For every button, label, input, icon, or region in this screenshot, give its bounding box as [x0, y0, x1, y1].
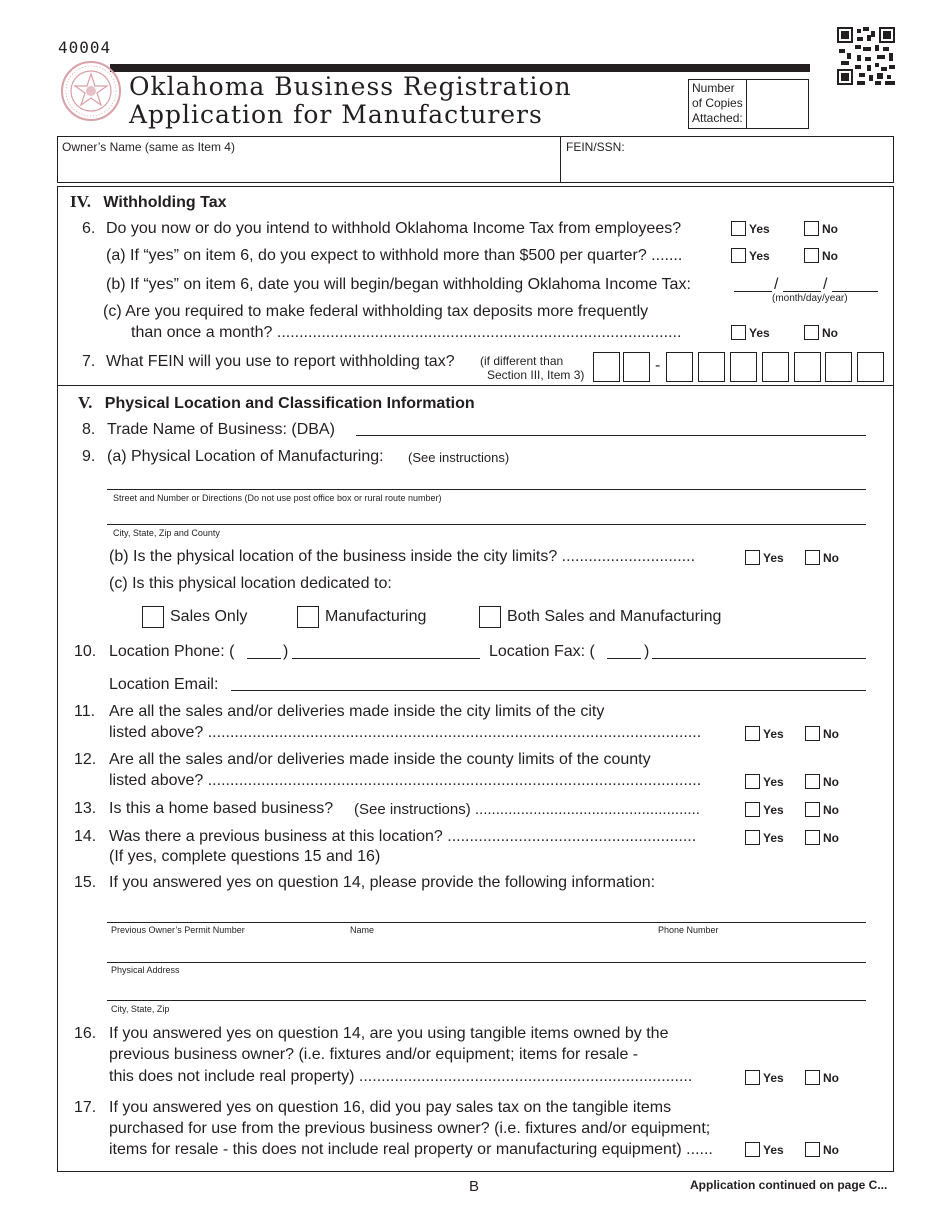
q8-number: 8.	[82, 421, 96, 438]
q17-no-checkbox[interactable]: No	[805, 1142, 839, 1157]
form-title-line1: Oklahoma Business Registration	[129, 72, 572, 101]
fein-ssn-label: FEIN/SSN:	[566, 140, 625, 154]
q14-number: 14.	[74, 828, 97, 845]
form-number: 40004	[58, 38, 112, 57]
fein-digit-box[interactable]	[794, 352, 821, 382]
fax-area-code-field[interactable]	[607, 658, 641, 659]
dba-field[interactable]	[356, 435, 866, 436]
q7-number: 7.	[82, 353, 96, 370]
city-caption: City, State, Zip and County	[113, 528, 220, 538]
q16-no-checkbox[interactable]: No	[805, 1070, 839, 1085]
q16-number: 16.	[74, 1025, 97, 1042]
phone-paren-close: )	[283, 643, 289, 660]
q6-yes-checkbox[interactable]: Yes	[731, 221, 770, 236]
q14-no-checkbox[interactable]: No	[805, 830, 839, 845]
q6-no-checkbox[interactable]: No	[804, 221, 838, 236]
section-iv-title: Withholding Tax	[103, 194, 227, 211]
phone-number-field[interactable]	[292, 658, 480, 659]
q13-text: Is this a home based business?	[109, 800, 334, 817]
location-fax-label: Location Fax: (	[489, 643, 595, 660]
q12-line1: Are all the sales and/or deliveries made inside the county limits of the county	[109, 751, 651, 768]
fein-digit-box[interactable]	[666, 352, 693, 382]
section-v-heading	[78, 393, 475, 413]
location-email-label: Location Email:	[109, 676, 219, 693]
fein-digit-box[interactable]	[698, 352, 725, 382]
location-phone-label: Location Phone: (	[109, 643, 235, 660]
q16-yes-checkbox[interactable]: Yes	[745, 1070, 784, 1085]
q9c-text: (c) Is this physical location dedicated to:	[109, 575, 392, 592]
q7-text: What FEIN will you use to report withholding tax?	[106, 353, 455, 370]
owner-name-field[interactable]	[60, 156, 555, 180]
q17-line2: purchased for use from the previous business owner? (i.e. fixtures and/or equipment;	[109, 1120, 711, 1137]
sales-only-option[interactable]: Sales Only	[142, 606, 247, 628]
q6a-yes-checkbox[interactable]: Yes	[731, 248, 770, 263]
q7-note-line1: (if different than	[480, 354, 564, 368]
section-divider	[57, 385, 894, 386]
previous-physical-address-field[interactable]	[107, 962, 866, 963]
q9-text: (a) Physical Location of Manufacturing:	[107, 448, 384, 465]
q6c-no-checkbox[interactable]: No	[804, 325, 838, 340]
street-address-field[interactable]	[107, 489, 866, 490]
q6a-text: (a) If “yes” on item 6, do you expect to withhold more than $500 per quarter? .......	[106, 247, 683, 264]
fein-digit-box[interactable]	[593, 352, 620, 382]
section-v-title: Physical Location and Classification Information	[104, 395, 475, 412]
location-email-field[interactable]	[231, 690, 866, 691]
section-iv-roman: IV.	[70, 192, 91, 211]
q12-no-checkbox[interactable]: No	[805, 774, 839, 789]
prev-permit-caption: Previous Owner’s Permit Number	[111, 925, 245, 935]
q16-line1: If you answered yes on question 14, are you using tangible items owned by the	[109, 1025, 669, 1042]
fein-digit-box[interactable]	[857, 352, 884, 382]
fein-dash: -	[655, 357, 661, 374]
q14-text: Was there a previous business at this location? ........................................................	[109, 828, 697, 845]
fein-digit-box[interactable]	[730, 352, 757, 382]
q14-yes-checkbox[interactable]: Yes	[745, 830, 784, 845]
q13-no-checkbox[interactable]: No	[805, 802, 839, 817]
q13-number: 13.	[74, 800, 97, 817]
q9-note: (See instructions)	[408, 450, 510, 465]
physical-address-caption: Physical Address	[111, 965, 180, 975]
q6b-text: (b) If “yes” on item 6, date you will begin/began withholding Oklahoma Income Tax:	[106, 276, 691, 293]
fax-number-field[interactable]	[652, 658, 866, 659]
state-seal-icon	[60, 60, 122, 122]
previous-city-state-zip-field[interactable]	[107, 1000, 866, 1001]
phone-area-code-field[interactable]	[247, 658, 281, 659]
q12-yes-checkbox[interactable]: Yes	[745, 774, 784, 789]
previous-owner-info-field[interactable]	[107, 922, 866, 923]
section-iv-heading	[70, 192, 227, 212]
q11-line1: Are all the sales and/or deliveries made inside the city limits of the city	[109, 703, 605, 720]
q11-yes-checkbox[interactable]: Yes	[745, 726, 784, 741]
fein-digit-box[interactable]	[762, 352, 789, 382]
q17-line3: items for resale - this does not include real property or manufacturing equipment) ......	[109, 1141, 713, 1158]
q8-text: Trade Name of Business: (DBA)	[107, 421, 335, 438]
q12-number: 12.	[74, 751, 97, 768]
q16-line3: this does not include real property) ...........................................................................	[109, 1068, 693, 1085]
q14-note: (If yes, complete questions 15 and 16)	[109, 848, 381, 865]
continued-note: Application continued on page C...	[690, 1178, 888, 1192]
name-caption: Name	[350, 925, 375, 935]
date-format-hint: (month/day/year)	[772, 293, 848, 304]
q6c-line2: than once a month? ...........................................................................................	[131, 324, 682, 341]
manufacturing-option[interactable]: Manufacturing	[297, 606, 426, 628]
fein-digit-box[interactable]	[825, 352, 852, 382]
qr-code-icon	[837, 27, 895, 85]
q11-no-checkbox[interactable]: No	[805, 726, 839, 741]
q9b-text: (b) Is the physical location of the business inside the city limits? ..............................	[109, 548, 696, 565]
q13-note: (See instructions) ......................................................	[354, 801, 700, 818]
q16-line2: previous business owner? (i.e. fixtures and/or equipment; items for resale -	[109, 1046, 639, 1063]
q6a-no-checkbox[interactable]: No	[804, 248, 838, 263]
phone-caption: Phone Number	[658, 925, 719, 935]
q17-number: 17.	[74, 1099, 97, 1116]
q11-number: 11.	[74, 703, 96, 720]
form-title-line2: Application for Manufacturers	[129, 100, 543, 129]
q13-yes-checkbox[interactable]: Yes	[745, 802, 784, 817]
fax-paren-close: )	[644, 643, 650, 660]
q15-text: If you answered yes on question 14, please provide the following information:	[109, 874, 656, 891]
q17-yes-checkbox[interactable]: Yes	[745, 1142, 784, 1157]
owner-name-label: Owner’s Name (same as Item 4)	[62, 140, 235, 154]
q10-number: 10.	[74, 643, 97, 660]
q6c-yes-checkbox[interactable]: Yes	[731, 325, 770, 340]
q6c-line1: (c) Are you required to make federal withholding tax deposits more frequently	[103, 303, 649, 320]
copies-input[interactable]	[748, 80, 808, 128]
q11-line2: listed above? ...............................................................................................................	[109, 724, 702, 741]
fein-digit-box[interactable]	[623, 352, 650, 382]
q17-line1: If you answered yes on question 16, did you pay sales tax on the tangible items	[109, 1099, 672, 1116]
q7-note-line2: Section III, Item 3)	[487, 368, 585, 382]
city-state-zip-caption: City, State, Zip	[111, 1004, 170, 1014]
q9b-no-checkbox[interactable]: No	[805, 550, 839, 565]
page-letter: B	[469, 1178, 480, 1195]
header-bar	[110, 64, 810, 72]
q9b-yes-checkbox[interactable]: Yes	[745, 550, 784, 565]
q15-number: 15.	[74, 874, 97, 891]
section-v-roman: V.	[78, 393, 93, 412]
copies-label: Number of Copies Attached:	[692, 81, 743, 125]
owner-row-divider	[560, 136, 561, 183]
q9-number: 9.	[82, 448, 96, 465]
both-sales-manufacturing-option[interactable]: Both Sales and Manufacturing	[479, 606, 721, 628]
q12-line2: listed above? ...............................................................................................................	[109, 772, 702, 789]
city-state-zip-county-field[interactable]	[107, 524, 866, 525]
fein-ssn-field[interactable]	[565, 156, 890, 180]
street-caption: Street and Number or Directions (Do not use post office box or rural route number)	[113, 493, 442, 503]
q6b-date-field[interactable]: / /	[734, 282, 878, 294]
q6-text: Do you now or do you intend to withhold Oklahoma Income Tax from employees?	[106, 220, 682, 237]
q6-number: 6.	[82, 220, 96, 237]
